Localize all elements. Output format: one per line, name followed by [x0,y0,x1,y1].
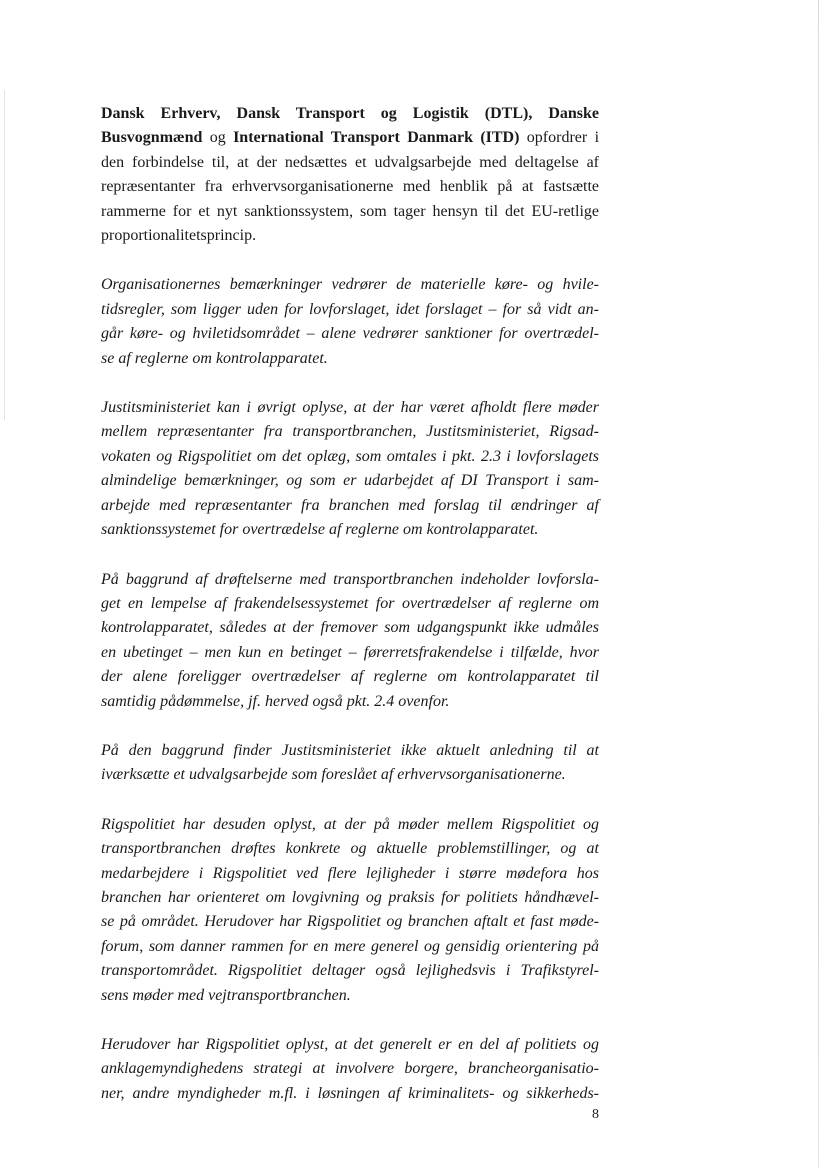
text-line: Rigspolitiet har desuden oplyst, at der på møder mellem Rigspolitiet og [101,815,599,833]
text-line: ner, andre myndigheder m.fl. i løsningen af kriminalitets- og sikkerheds- [101,1084,599,1102]
page-number: 8 [592,1107,599,1122]
text-line: går køre- og hviletidsområdet – alene vedrører sanktioner for overtrædel- [101,325,599,343]
paragraph-police-dialogue [101,813,599,1008]
text-run: opfordrer i [519,129,600,147]
document-body [101,102,599,1106]
text-line: arbejde med repræsentanter fra branchen med forslag til ændringer af [101,496,599,514]
text-line: Organisationernes bemærkninger vedrører de materielle køre- og hvile- [101,276,599,294]
text-line: mellem repræsentanter fra transportbranchen, Justitsministeriet, Rigsad- [101,423,599,441]
text-line: På baggrund af drøftelserne med transportbranchen indeholder lovforsla- [101,570,599,588]
text-line: sanktionssystemet for overtrædelse af reglerne om kontrolapparatet. [101,521,539,539]
paragraph-no-working-group [101,739,599,788]
text-line: medarbejdere i Rigspolitiet ved flere lejligheder i større mødefora hos [101,864,599,882]
paragraph-remarks-scope [101,273,599,371]
text-line: tidsregler, som ligger uden for lovforslaget, idet forslaget – for så vidt an- [101,300,599,318]
text-line: På den baggrund finder Justitsministeriet ikke aktuelt anledning til at [101,741,599,759]
text-line: Justitsministeriet kan i øvrigt oplyse, at der har været afholdt flere møder [101,399,599,417]
text-run: og [202,129,234,147]
text-line: vokaten og Rigspolitiet om det oplæg, som omtales i pkt. 2.3 i lovforslagets [101,447,599,465]
text-line: Herudover har Rigspolitiet oplyst, at det generelt er en del af politiets og [101,1036,599,1053]
text-line: repræsentanter fra erhvervsorganisationerne med henblik på at fastsætte [101,178,599,196]
text-line: iværksætte et udvalgsarbejde som foreslået af erhvervsorganisationerne. [101,766,566,784]
text-line: forum, som danner rammen for en mere generel og gensidig orientering på [101,937,599,955]
text-line: get en lempelse af frakendelsessystemet for overtrædelser af reglerne om [101,594,599,612]
paragraph-meetings-held [101,396,599,542]
text-line: se på området. Herudover har Rigspolitiet og branchen aftalt et fast møde- [101,913,599,931]
text-line: sens møder med vejtransportbranchen. [101,986,351,1004]
text-line: en ubetinget – men kun en betinget – førerretsfrakendelse i tilfælde, hvor [101,643,599,661]
organisation-names: Dansk Erhverv, Dansk Transport og Logistik (DTL), Danske [101,105,599,122]
paragraph-disqualification-relief [101,568,599,714]
paragraph-organisations-request [101,102,599,248]
scan-edge-left [4,90,5,420]
organisation-name: Busvognmænd [101,129,203,147]
text-line: transportområdet. Rigspolitiet deltager også lejlighedsvis i Trafikstyrel- [101,962,599,980]
text-line: rammerne for et nyt sanktionssystem, som tager hensyn til det EU-retlige [101,202,599,220]
text-line [101,126,599,150]
text-line: proportionalitetsprincip. [101,227,257,245]
text-line: branchen har orienteret om lovgivning og praksis for politiets håndhævel- [101,888,599,906]
text-line: den forbindelse til, at der nedsættes et udvalgsarbejde med deltagelse af [101,153,599,171]
text-line: almindelige bemærkninger, og som er udarbejdet af DI Transport i sam- [101,472,599,490]
paragraph-police-strategy [101,1033,599,1106]
organisation-name: International Transport Danmark (ITD) [233,129,520,147]
text-line: se af reglerne om kontrolapparatet. [101,349,328,367]
text-line: transportbranchen drøftes konkrete og aktuelle problemstillinger, og at [101,840,599,858]
text-line: der alene foreligger overtrædelser af reglerne om kontrolapparatet til [101,668,599,686]
scan-edge-right [818,0,819,1168]
text-line: anklagemyndighedens strategi at involvere borgere, brancheorganisatio- [101,1060,599,1078]
text-line: kontrolapparatet, således at der fremover som udgangspunkt ikke udmåles [101,619,599,637]
text-line [101,102,599,126]
text-line: samtidig pådømmelse, jf. herved også pkt. 2.4 ovenfor. [101,692,450,710]
